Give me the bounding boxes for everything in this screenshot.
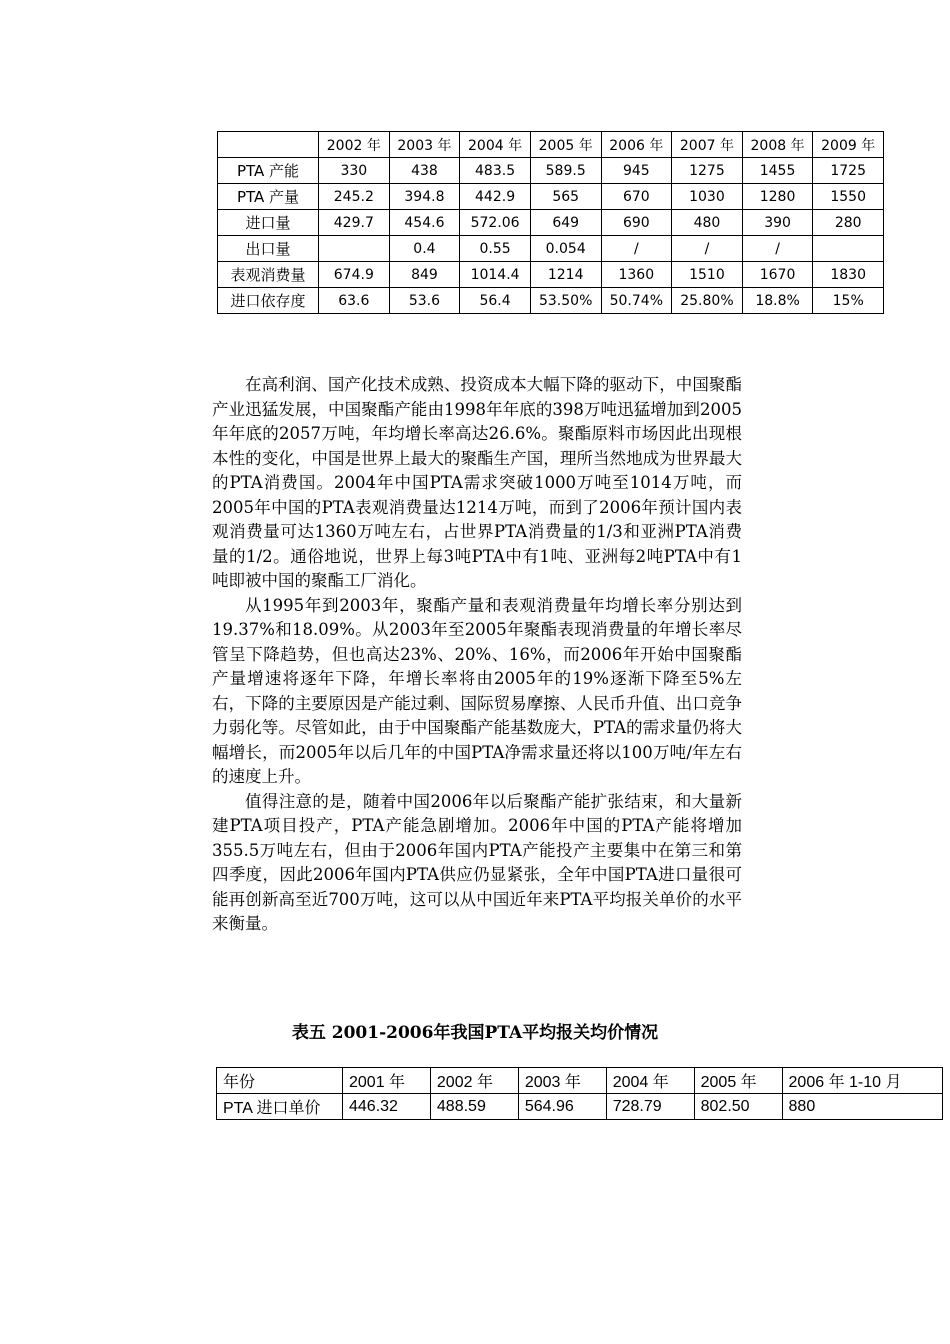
table-cell: 802.50 <box>694 1094 782 1120</box>
header-cell: 2004 年 <box>460 132 531 158</box>
header-cell: 2009 年 <box>813 132 884 158</box>
table-cell: 330 <box>319 158 390 184</box>
header-cell: 年份 <box>217 1068 343 1094</box>
table-cell: 480 <box>672 210 743 236</box>
table-row <box>218 210 884 236</box>
table-cell: 15% <box>813 288 884 314</box>
table-cell: 488.59 <box>430 1094 518 1120</box>
table-cell: 446.32 <box>343 1094 431 1120</box>
body-text <box>212 373 742 937</box>
table-cell: 438 <box>389 158 460 184</box>
header-cell: 2003 年 <box>389 132 460 158</box>
header-cell: 2002 年 <box>430 1068 518 1094</box>
table-cell <box>319 236 390 262</box>
table-cell: 880 <box>782 1094 942 1120</box>
table-cell: 1214 <box>530 262 601 288</box>
table-cell: 442.9 <box>460 184 531 210</box>
table-cell: 1670 <box>742 262 813 288</box>
table-cell: 565 <box>530 184 601 210</box>
table-cell: 0.4 <box>389 236 460 262</box>
table-cell: 728.79 <box>606 1094 694 1120</box>
table-cell: 50.74% <box>601 288 672 314</box>
table-cell: 674.9 <box>319 262 390 288</box>
header-cell: 2001 年 <box>343 1068 431 1094</box>
header-cell: 2002 年 <box>319 132 390 158</box>
header-cell: 2003 年 <box>518 1068 606 1094</box>
table-cell: 1510 <box>672 262 743 288</box>
row-label: 出口量 <box>218 236 319 262</box>
table-cell: 18.8% <box>742 288 813 314</box>
table-row <box>218 288 884 314</box>
table-cell: 483.5 <box>460 158 531 184</box>
pta-supply-demand-table <box>217 131 884 314</box>
table-cell: 1275 <box>672 158 743 184</box>
table-cell: 454.6 <box>389 210 460 236</box>
row-label: 表观消费量 <box>218 262 319 288</box>
table-cell: 670 <box>601 184 672 210</box>
header-cell: 2004 年 <box>606 1068 694 1094</box>
table-cell: / <box>672 236 743 262</box>
table-cell: 1360 <box>601 262 672 288</box>
table-cell: 280 <box>813 210 884 236</box>
table-cell: 394.8 <box>389 184 460 210</box>
table-cell: 1280 <box>742 184 813 210</box>
table-cell: / <box>601 236 672 262</box>
paragraph: 从1995年到2003年，聚酯产量和表观消费量年均增长率分别达到19.37%和18.09%。从2003年至2005年聚酯表现消费量的年增长率尽管呈下降趋势，但也高达23%、20%、16%，而2006年开始中国聚酯产量增速将逐年下降，年增长率将由2005年的19%逐渐下降至5%左右，下降的主要原因是产能过剩、国际贸易摩擦、人民币升值、出口竞争力弱化等。尽管如此，由于中国聚酯产能基数庞大，PTA的需求量仍将大幅增长，而2005年以后几年的中国PTA净需求量还将以100万吨/年左右的速度上升。 <box>212 595 742 786</box>
row-label: PTA 产量 <box>218 184 319 210</box>
table-cell: 390 <box>742 210 813 236</box>
table-cell: 564.96 <box>518 1094 606 1120</box>
table-cell: 572.06 <box>460 210 531 236</box>
header-cell: 2008 年 <box>742 132 813 158</box>
header-cell: 2006 年 <box>601 132 672 158</box>
table-cell: 53.6 <box>389 288 460 314</box>
table-cell: 945 <box>601 158 672 184</box>
header-cell <box>218 132 319 158</box>
table-header-row <box>217 1068 943 1094</box>
table-cell: 63.6 <box>319 288 390 314</box>
table-cell: 1030 <box>672 184 743 210</box>
header-cell: 2007 年 <box>672 132 743 158</box>
table-row <box>218 184 884 210</box>
table-cell: 0.054 <box>530 236 601 262</box>
table-cell: 1725 <box>813 158 884 184</box>
table-cell: 25.80% <box>672 288 743 314</box>
table-cell: 53.50% <box>530 288 601 314</box>
table-cell: 429.7 <box>319 210 390 236</box>
table-cell: 1550 <box>813 184 884 210</box>
table-cell: 690 <box>601 210 672 236</box>
table-cell: 1830 <box>813 262 884 288</box>
row-label: PTA 进口单价 <box>217 1094 343 1120</box>
table-cell: 589.5 <box>530 158 601 184</box>
table-cell: 245.2 <box>319 184 390 210</box>
table-cell: 1014.4 <box>460 262 531 288</box>
table-cell: 56.4 <box>460 288 531 314</box>
table-caption: 表五 2001-2006年我国PTA平均报关均价情况 <box>291 1023 659 1043</box>
header-cell: 2005 年 <box>530 132 601 158</box>
table-cell: 849 <box>389 262 460 288</box>
header-cell: 2005 年 <box>694 1068 782 1094</box>
pta-import-price-table <box>216 1067 943 1120</box>
table-header-row <box>218 132 884 158</box>
table-cell: 0.55 <box>460 236 531 262</box>
paragraph: 在高利润、国产化技术成熟、投资成本大幅下降的驱动下，中国聚酯产业迅猛发展，中国聚酯产能由1998年年底的398万吨迅猛增加到2005年年底的2057万吨，年均增长率高达26.6%。聚酯原料市场因此出现根本性的变化，中国是世界上最大的聚酯生产国，理所当然地成为世界最大的PTA消费国。2004年中国PTA需求突破1000万吨至1014万吨，而2005年中国的PTA表观消费量达1214万吨，而到了2006年预计国内表观消费量可达1360万吨左右，占世界PTA消费量的1/3和亚洲PTA消费量的1/2。通俗地说，世界上每3吨PTA中有1吨、亚洲每2吨PTA中有1吨即被中国的聚酯工厂消化。 <box>212 375 742 590</box>
table-cell: 1455 <box>742 158 813 184</box>
row-label: PTA 产能 <box>218 158 319 184</box>
table-row <box>218 158 884 184</box>
table-row <box>218 262 884 288</box>
table-cell: / <box>742 236 813 262</box>
header-cell: 2006 年 1-10 月 <box>782 1068 942 1094</box>
row-label: 进口量 <box>218 210 319 236</box>
table-row <box>218 236 884 262</box>
table-row <box>217 1094 943 1120</box>
paragraph: 值得注意的是，随着中国2006年以后聚酯产能扩张结束，和大量新建PTA项目投产，PTA产能急剧增加。2006年中国的PTA产能将增加355.5万吨左右，但由于2006年国内PTA产能投产主要集中在第三和第四季度，因此2006年国内PTA供应仍显紧张，全年中国PTA进口量很可能再创新高至近700万吨，这可以从中国近年来PTA平均报关单价的水平来衡量。 <box>212 791 742 933</box>
table-cell: 649 <box>530 210 601 236</box>
table-cell <box>813 236 884 262</box>
row-label: 进口依存度 <box>218 288 319 314</box>
